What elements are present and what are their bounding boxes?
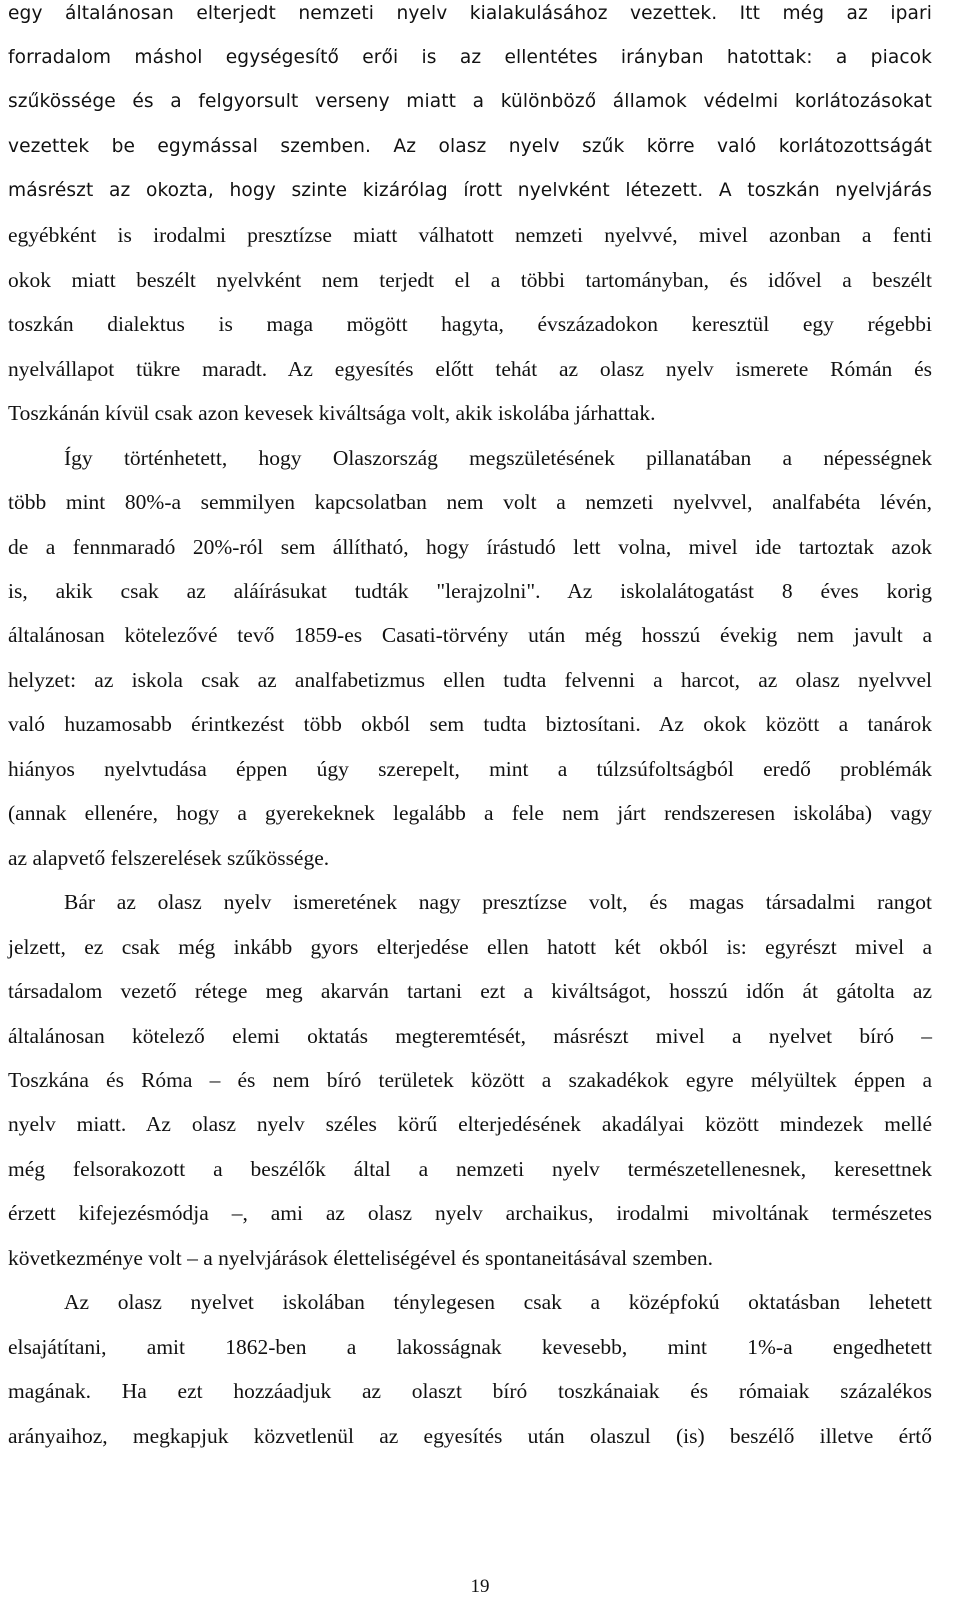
text-line: Bár az olasz nyelv ismeretének nagy presztízse volt, és magas társadalmi rangot [64,890,932,914]
text-line: következménye volt – a nyelvjárások életteliségével és spontaneitásával szemben. [8,1246,714,1270]
text-line: Toszkána és Róma – és nem bíró területek között a szakadékok egyre mélyültek éppen a [8,1068,932,1092]
page-number: 19 [470,1576,490,1597]
text-line: érzett kifejezésmódja –, ami az olasz nyelv archaikus, irodalmi mivoltának természetes [8,1201,932,1225]
text-line: általánosan kötelező elemi oktatás megteremtését, másrészt mivel a nyelvet bíró – [8,1024,932,1048]
text-line: társadalom vezető rétege meg akarván tartani ezt a kiváltságot, hosszú időn át gátolta az [8,979,932,1003]
text-line: való huzamosabb érintkezést több okból sem tudta biztosítani. Az okok között a tanárok [8,712,932,736]
text-line: hiányos nyelvtudása éppen úgy szerepelt, mint a túlzsúfoltságból eredő problémák [8,757,932,781]
text-line: helyzet: az iskola csak az analfabetizmus ellen tudta felvenni a harcot, az olasz nyelvvel [8,668,932,692]
text-line: egy általánosan elterjedt nemzeti nyelv kialakulásához vezettek. Itt még az ipari [8,3,932,24]
text-line: egyébként is irodalmi presztízse miatt válhatott nemzeti nyelvvé, mivel azonban a fenti [8,223,932,247]
text-line: de a fennmaradó 20%-ról sem állítható, hogy írástudó lett volna, mivel ide tartoztak azok [8,535,932,559]
text-line: általánosan kötelezővé tevő 1859-es Casati-törvény után még hosszú évekig nem javult a [8,623,932,647]
text-line: másrészt az okozta, hogy szinte kizárólag írott nyelvként létezett. A toszkán nyelvjárás [8,180,932,201]
text-line: elsajátítani, amit 1862-ben a lakosságnak kevesebb, mint 1%-a engedhetett [8,1335,932,1359]
text-line: még felsorakozott a beszélők által a nemzeti nyelv természetellenesnek, keresettnek [8,1157,932,1181]
text-line: szűkössége és a felgyorsult verseny miatt a különböző államok védelmi korlátozásokat [8,91,932,112]
text-line: vezettek be egymással szemben. Az olasz nyelv szűk körre való korlátozottságát [8,136,932,157]
text-line: Toszkánán kívül csak azon kevesek kiváltsága volt, akik iskolába járhattak. [8,401,656,425]
text-line: (annak ellenére, hogy a gyerekeknek legalább a fele nem járt rendszeresen iskolába) vagy [8,801,932,825]
text-line: forradalom máshol egységesítő erői is az ellentétes irányban hatottak: a piacok [8,47,932,68]
text-line: magának. Ha ezt hozzáadjuk az olaszt bíró toszkánaiak és rómaiak százalékos [8,1379,932,1403]
text-line: arányaihoz, megkapjuk közvetlenül az egyesítés után olaszul (is) beszélő illetve értő [8,1424,932,1448]
text-line: nyelvállapot tükre maradt. Az egyesítés előtt tehát az olasz nyelv ismerete Rómán és [8,357,932,381]
text-line: jelzett, ez csak még inkább gyors elterjedése ellen hatott két okból is: egyrészt mivel a [8,935,932,959]
text-line: nyelv miatt. Az olasz nyelv széles körű elterjedésének akadályai között mindezek mellé [8,1112,932,1136]
text-line: okok miatt beszélt nyelvként nem terjedt el a többi tartományban, és idővel a beszélt [8,268,932,292]
text-line: Így történhetett, hogy Olaszország megszületésének pillanatában a népességnek [64,446,932,470]
text-line: Az olasz nyelvet iskolában ténylegesen csak a középfokú oktatásban lehetett [64,1290,932,1314]
text-line: az alapvető felszerelések szűkössége. [8,846,330,870]
text-line: is, akik csak az aláírásukat tudták "lerajzolni". Az iskolalátogatást 8 éves korig [8,579,932,603]
text-line: több mint 80%-a semmilyen kapcsolatban nem volt a nemzeti nyelvvel, analfabéta lévén, [8,490,932,514]
text-line: toszkán dialektus is maga mögött hagyta, évszázadokon keresztül egy régebbi [8,312,932,336]
